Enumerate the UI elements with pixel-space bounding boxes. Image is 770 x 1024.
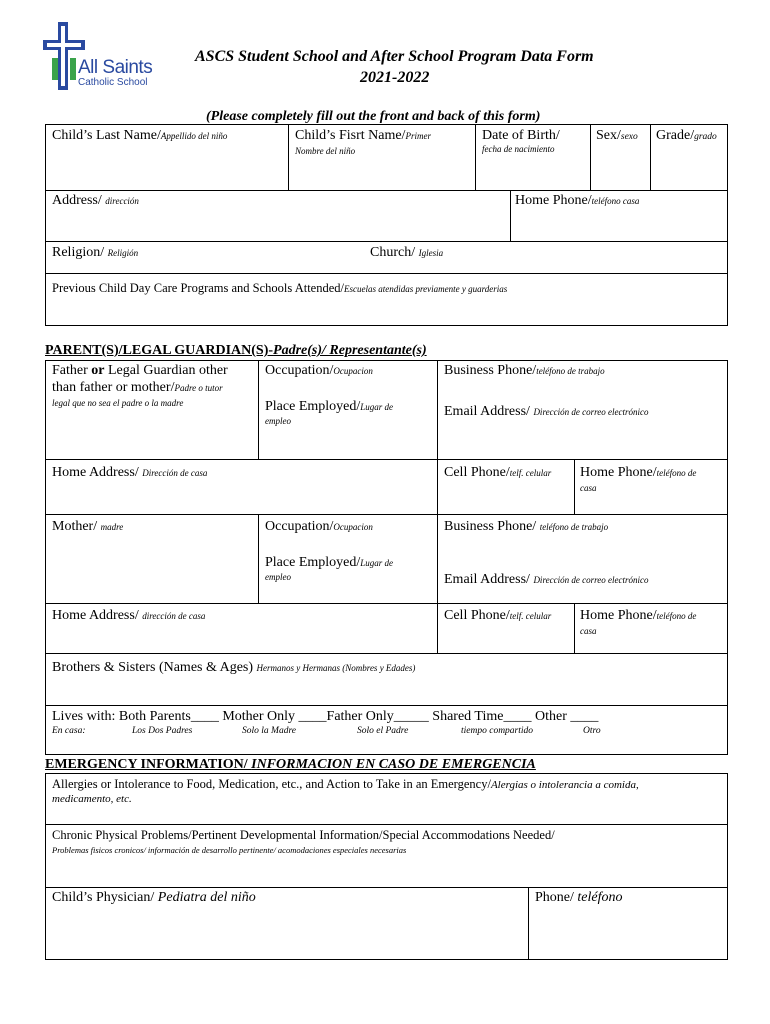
mother-home-address-field[interactable]: Home Address/ dirección de casa [52,608,206,623]
date-of-birth-field[interactable]: Date of Birth/ [482,128,560,143]
lives-en-casa-label: En casa: [52,726,86,736]
previous-programs-field[interactable]: Previous Child Day Care Programs and Schools Attended/Escuelas atendidas previamente y guarderias [52,281,508,295]
sex-field[interactable]: Sex/sexo [596,128,638,143]
chronic-problems-field[interactable]: Chronic Physical Problems/Pertinent Developmental Information/Special Accommodations Needed/ [52,828,555,842]
emergency-table [45,773,728,960]
home-phone-field[interactable]: Home Phone/teléfono casa [515,193,640,208]
mother-occupation-field[interactable]: Occupation/Ocupacion [265,519,373,534]
mother-home-phone-es: casa [580,626,597,636]
physician-field[interactable]: Child’s Physician/ Pediatra del niño [52,890,256,905]
logo-line2: Catholic School [78,77,148,88]
mother-cell-phone-field[interactable]: Cell Phone/telf. celular [444,608,552,623]
religion-field[interactable]: Religion/ Religión [52,245,139,260]
mother-place-employed-field[interactable]: Place Employed/Lugar de [265,555,394,570]
father-place-employed-es: empleo [265,416,291,426]
chronic-problems-es: Problemas fisicos cronicos/ información de desarrollo pertinente/ acomodaciones especiales necesarias [52,845,407,855]
dob-es-label: fecha de nacimiento [482,144,555,154]
lives-shared-es-label: tiempo compartido [461,726,534,736]
child-last-name-field[interactable]: Child’s Last Name/Appellido del niño [52,128,228,143]
school-logo [40,20,160,95]
form-year: 2021-2022 [360,69,430,86]
allergies-es-line2: medicamento, etc. [52,793,132,805]
lives-with-field[interactable]: Lives with: Both Parents____ Mother Only ____Father Only_____ Shared Time____ Other ____ [52,709,599,724]
father-cell-phone-field[interactable]: Cell Phone/telf. celular [444,465,552,480]
physician-phone-field[interactable]: Phone/ teléfono [535,890,623,905]
father-occupation-field[interactable]: Occupation/Ocupacion [265,363,373,378]
mother-place-employed-es: empleo [265,572,291,582]
father-email-field[interactable]: Email Address/ Dirección de correo electrónico [444,404,649,419]
child-first-name-field[interactable]: Child’s Fisrt Name/Primer [295,128,431,143]
father-place-employed-field[interactable]: Place Employed/Lugar de [265,399,394,414]
father-home-phone-field[interactable]: Home Phone/teléfono de [580,465,697,480]
address-field[interactable]: Address/ dirección [52,193,139,208]
mother-email-field[interactable]: Email Address/ Dirección de correo electrónico [444,572,649,587]
lives-other-es-label: Otro [583,726,601,736]
mother-home-phone-field[interactable]: Home Phone/teléfono de [580,608,697,623]
mother-field[interactable]: Mother/ madre [52,519,124,534]
father-guardian-field[interactable]: Father or Legal Guardian other [52,363,228,378]
church-field[interactable]: Church/ Iglesia [370,245,444,260]
first-name-es-label: Nombre del niño [295,146,356,156]
siblings-field[interactable]: Brothers & Sisters (Names & Ages) Hermanos y Hermanas (Nombres y Edades) [52,660,416,675]
father-business-phone-field[interactable]: Business Phone/teléfono de trabajo [444,363,605,378]
father-home-address-field[interactable]: Home Address/ Dirección de casa [52,465,208,480]
father-guardian-es: legal que no sea el padre o la madre [52,398,184,408]
emergency-heading: EMERGENCY INFORMATION/ INFORMACION EN CASO DE EMERGENCIA [45,757,536,772]
grade-field[interactable]: Grade/grado [656,128,717,143]
lives-father-es-label: Solo el Padre [357,726,409,736]
father-home-phone-es: casa [580,483,597,493]
lives-both-es-label: Los Dos Padres [132,726,193,736]
allergies-field[interactable]: Allergies or Intolerance to Food, Medication, etc., and Action to Take in an Emergency/Alergias o intolerancia a comida, [52,777,639,791]
lives-mother-es-label: Solo la Madre [242,726,297,736]
form-instruction: (Please completely fill out the front and back of this form) [206,109,541,124]
logo-line1: All Saints [78,57,153,78]
parents-heading: PARENT(S)/LEGAL GUARDIAN(S)-Padre(s)/ Representante(s) [45,343,427,358]
father-guardian-line2: than father or mother/Padre o tutor [52,380,223,395]
form-title: ASCS Student School and After School Program Data Form [195,48,594,65]
mother-business-phone-field[interactable]: Business Phone/ teléfono de trabajo [444,519,609,534]
